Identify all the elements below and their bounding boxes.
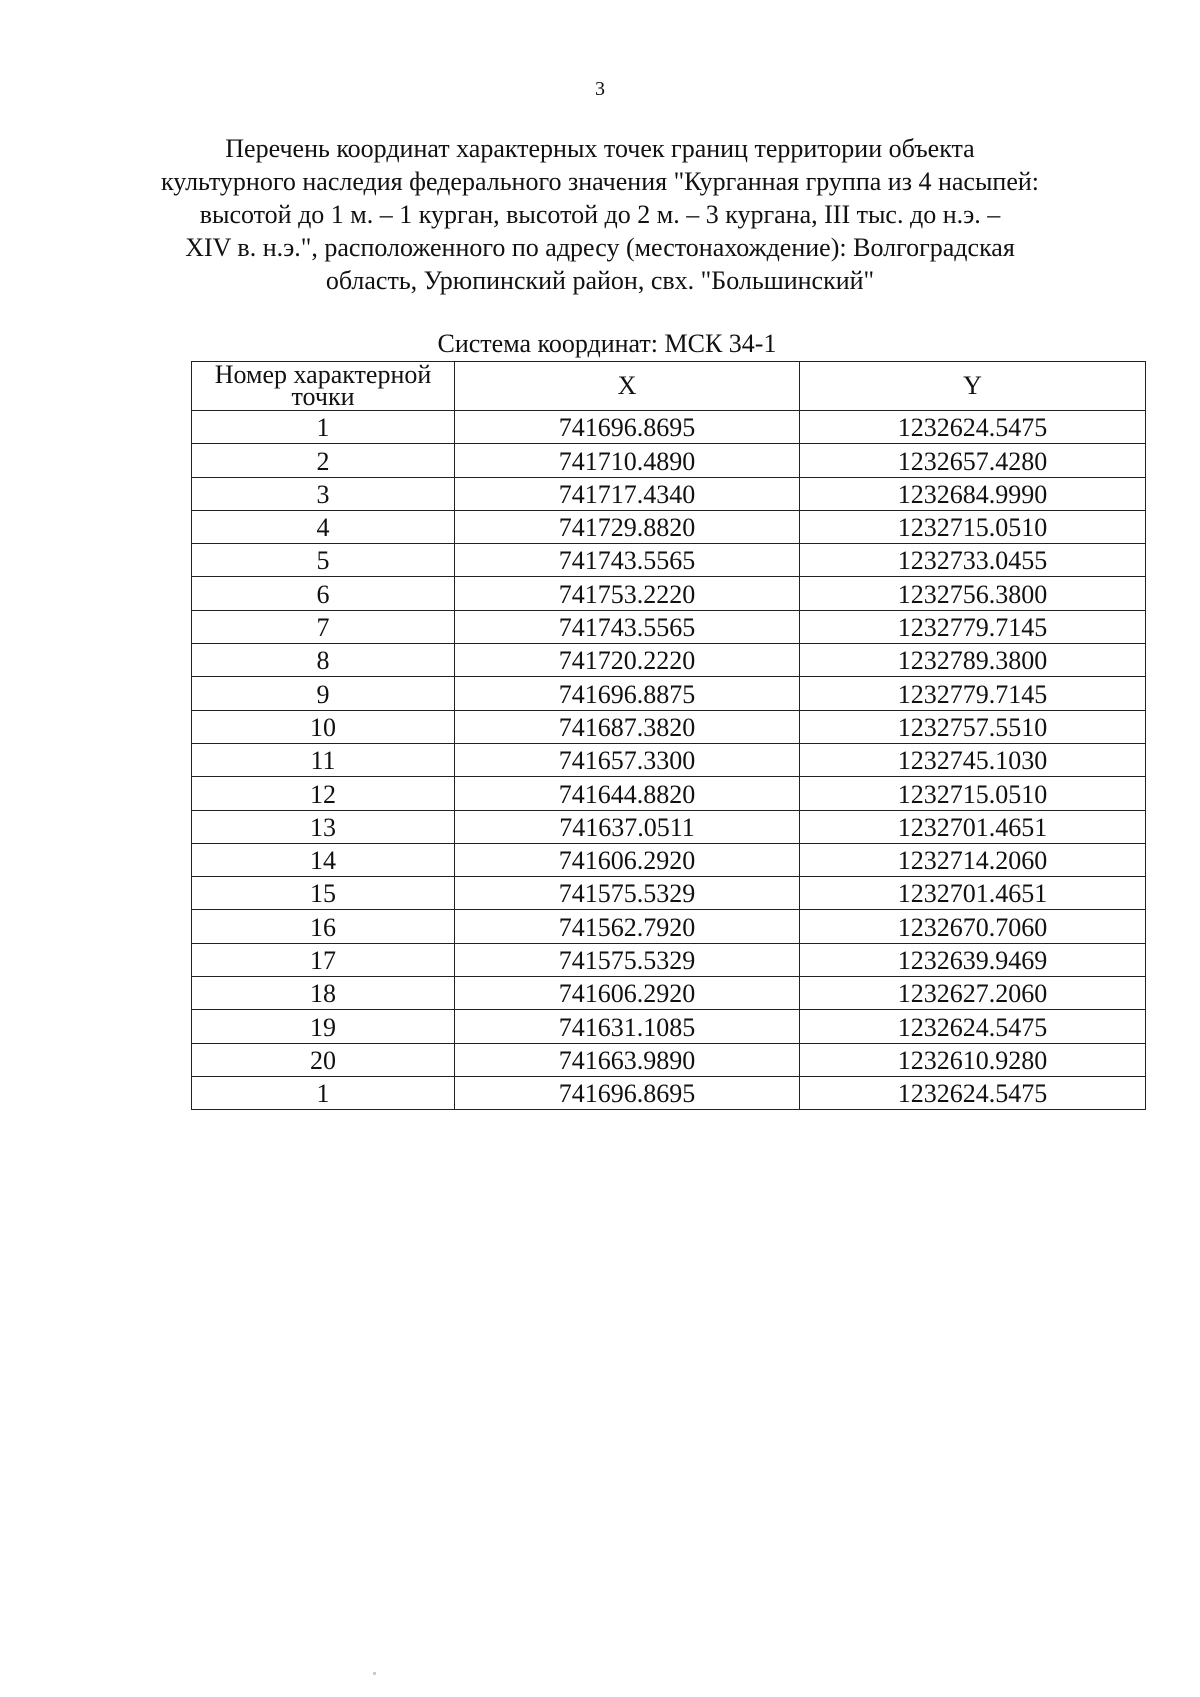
cell-x: 741562.7920 bbox=[455, 910, 800, 943]
table-row bbox=[192, 411, 1146, 444]
cell-x: 741575.5329 bbox=[455, 877, 800, 910]
table-row bbox=[192, 1010, 1146, 1043]
cell-y: 1232715.0510 bbox=[800, 777, 1146, 810]
table-row bbox=[192, 1076, 1146, 1109]
cell-y: 1232756.3800 bbox=[800, 577, 1146, 610]
cell-y: 1232670.7060 bbox=[800, 910, 1146, 943]
cell-x: 741729.8820 bbox=[455, 510, 800, 543]
cell-y: 1232715.0510 bbox=[800, 510, 1146, 543]
cell-x: 741696.8875 bbox=[455, 677, 800, 710]
scan-artifact bbox=[373, 1672, 376, 1675]
cell-point-number: 8 bbox=[192, 644, 455, 677]
cell-point-number: 7 bbox=[192, 610, 455, 643]
coordinate-system-label: Система координат: МСК 34-1 bbox=[437, 329, 777, 358]
cell-x: 741743.5565 bbox=[455, 544, 800, 577]
table-row bbox=[192, 810, 1146, 843]
cell-point-number: 19 bbox=[192, 1010, 455, 1043]
cell-x: 741606.2920 bbox=[455, 843, 800, 876]
cell-x: 741696.8695 bbox=[455, 411, 800, 444]
cell-y: 1232733.0455 bbox=[800, 544, 1146, 577]
cell-x: 741631.1085 bbox=[455, 1010, 800, 1043]
table-row bbox=[192, 910, 1146, 943]
header-point-line2: точки bbox=[291, 382, 355, 411]
cell-y: 1232779.7145 bbox=[800, 610, 1146, 643]
cell-x: 741720.2220 bbox=[455, 644, 800, 677]
table-row bbox=[192, 544, 1146, 577]
table-row bbox=[192, 644, 1146, 677]
cell-point-number: 10 bbox=[192, 710, 455, 743]
cell-y: 1232624.5475 bbox=[800, 411, 1146, 444]
cell-point-number: 1 bbox=[192, 1076, 455, 1109]
cell-point-number: 18 bbox=[192, 977, 455, 1010]
cell-point-number: 4 bbox=[192, 510, 455, 543]
table-row bbox=[192, 444, 1146, 477]
cell-y: 1232779.7145 bbox=[800, 677, 1146, 710]
cell-y: 1232789.3800 bbox=[800, 644, 1146, 677]
cell-point-number: 17 bbox=[192, 943, 455, 976]
table-row bbox=[192, 1043, 1146, 1076]
cell-x: 741644.8820 bbox=[455, 777, 800, 810]
cell-y: 1232639.9469 bbox=[800, 943, 1146, 976]
page-number: 3 bbox=[595, 78, 605, 100]
document-title bbox=[150, 132, 1050, 297]
cell-point-number: 15 bbox=[192, 877, 455, 910]
table-row bbox=[192, 777, 1146, 810]
cell-x: 741606.2920 bbox=[455, 977, 800, 1010]
cell-x: 741637.0511 bbox=[455, 810, 800, 843]
cell-y: 1232624.5475 bbox=[800, 1076, 1146, 1109]
table-row bbox=[192, 610, 1146, 643]
cell-point-number: 6 bbox=[192, 577, 455, 610]
coordinates-table bbox=[191, 361, 1146, 1110]
table-body bbox=[192, 411, 1146, 1110]
cell-point-number: 1 bbox=[192, 411, 455, 444]
title-line: высотой до 1 м. – 1 курган, высотой до 2 м. – 3 кургана, III тыс. до н.э. – bbox=[199, 200, 1001, 229]
cell-x: 741717.4340 bbox=[455, 477, 800, 510]
cell-y: 1232714.2060 bbox=[800, 843, 1146, 876]
cell-point-number: 11 bbox=[192, 743, 455, 776]
title-line: культурного наследия федерального значения "Курганная группа из 4 насыпей: bbox=[160, 167, 1040, 196]
cell-point-number: 9 bbox=[192, 677, 455, 710]
title-line: XIV в. н.э.", расположенного по адресу (местонахождение): Волгоградская bbox=[185, 233, 1015, 262]
header-point-number bbox=[192, 362, 455, 411]
table-row bbox=[192, 510, 1146, 543]
table-row bbox=[192, 677, 1146, 710]
table-row bbox=[192, 477, 1146, 510]
cell-point-number: 14 bbox=[192, 843, 455, 876]
cell-y: 1232684.9990 bbox=[800, 477, 1146, 510]
table-row bbox=[192, 977, 1146, 1010]
cell-x: 741710.4890 bbox=[455, 444, 800, 477]
cell-x: 741743.5565 bbox=[455, 610, 800, 643]
cell-x: 741663.9890 bbox=[455, 1043, 800, 1076]
table-header-row bbox=[192, 362, 1146, 411]
cell-y: 1232657.4280 bbox=[800, 444, 1146, 477]
table-row bbox=[192, 843, 1146, 876]
cell-point-number: 16 bbox=[192, 910, 455, 943]
cell-x: 741696.8695 bbox=[455, 1076, 800, 1109]
header-x: X bbox=[455, 362, 800, 411]
header-y: Y bbox=[800, 362, 1146, 411]
cell-point-number: 3 bbox=[192, 477, 455, 510]
cell-x: 741575.5329 bbox=[455, 943, 800, 976]
cell-point-number: 13 bbox=[192, 810, 455, 843]
table-row bbox=[192, 710, 1146, 743]
cell-y: 1232610.9280 bbox=[800, 1043, 1146, 1076]
cell-y: 1232757.5510 bbox=[800, 710, 1146, 743]
cell-y: 1232627.2060 bbox=[800, 977, 1146, 1010]
cell-point-number: 20 bbox=[192, 1043, 455, 1076]
title-line: Перечень координат характерных точек границ территории объекта bbox=[225, 134, 975, 163]
table-row bbox=[192, 877, 1146, 910]
cell-x: 741657.3300 bbox=[455, 743, 800, 776]
cell-point-number: 12 bbox=[192, 777, 455, 810]
table-row bbox=[192, 943, 1146, 976]
title-line: область, Урюпинский район, свх. "Большинский" bbox=[325, 266, 875, 295]
cell-point-number: 2 bbox=[192, 444, 455, 477]
cell-x: 741687.3820 bbox=[455, 710, 800, 743]
cell-point-number: 5 bbox=[192, 544, 455, 577]
cell-y: 1232701.4651 bbox=[800, 877, 1146, 910]
table-row bbox=[192, 577, 1146, 610]
cell-y: 1232745.1030 bbox=[800, 743, 1146, 776]
cell-y: 1232624.5475 bbox=[800, 1010, 1146, 1043]
table-row bbox=[192, 743, 1146, 776]
cell-y: 1232701.4651 bbox=[800, 810, 1146, 843]
cell-x: 741753.2220 bbox=[455, 577, 800, 610]
header-point-line1: Номер характерной bbox=[214, 360, 432, 389]
